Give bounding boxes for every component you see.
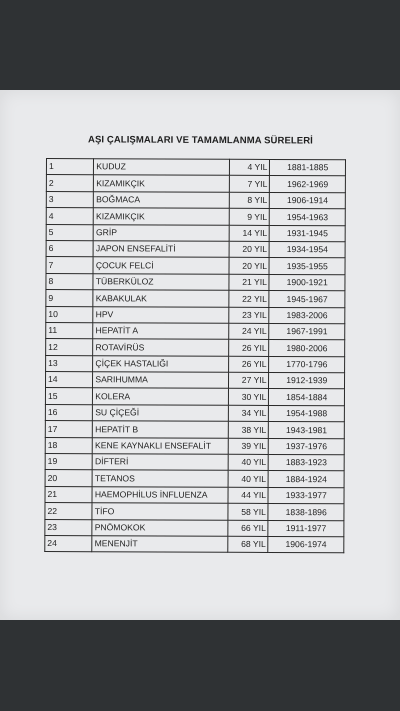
row-number: 11 — [46, 322, 93, 339]
table-row — [46, 240, 345, 258]
study-duration: 68 YIL — [228, 536, 268, 553]
document-title: AŞI ÇALIŞMALARI VE TAMAMLANMA SÜRELERİ — [87, 134, 313, 147]
study-duration: 40 YIL — [228, 454, 268, 471]
table-row — [46, 159, 345, 177]
table-row — [46, 322, 345, 340]
year-range: 1911-1977 — [268, 520, 344, 537]
year-range: 1770-1796 — [269, 356, 345, 373]
study-duration: 39 YIL — [228, 438, 268, 455]
table-row — [45, 437, 344, 455]
study-duration: 20 YIL — [229, 241, 269, 258]
row-number: 9 — [46, 290, 93, 307]
row-number: 22 — [45, 503, 92, 520]
row-number: 24 — [45, 535, 92, 552]
vaccine-table-body — [45, 159, 346, 554]
row-number: 13 — [46, 355, 93, 372]
row-number: 4 — [46, 208, 93, 225]
row-number: 18 — [45, 437, 92, 454]
year-range: 1931-1945 — [270, 225, 346, 242]
year-range: 1906-1974 — [268, 536, 344, 553]
year-range: 1945-1967 — [269, 291, 345, 308]
table-row — [46, 273, 345, 291]
year-range: 1934-1954 — [270, 241, 346, 258]
document-page — [0, 90, 400, 620]
vaccine-name: KENE KAYNAKLI ENSEFALİT — [93, 437, 229, 454]
study-duration: 58 YIL — [228, 504, 268, 521]
table-row — [45, 503, 344, 521]
study-duration: 26 YIL — [229, 356, 269, 373]
vaccine-name: ROTAVİRÜS — [93, 339, 229, 356]
year-range: 1900-1921 — [269, 274, 345, 291]
vaccine-name: GRİP — [93, 224, 229, 241]
row-number: 23 — [45, 519, 92, 536]
year-range: 1906-1914 — [270, 192, 346, 209]
study-duration: 27 YIL — [229, 372, 269, 389]
vaccine-name: MENENJİT — [92, 536, 228, 553]
study-duration: 9 YIL — [229, 208, 269, 225]
study-duration: 40 YIL — [228, 471, 268, 488]
table-row — [45, 486, 344, 504]
study-duration: 44 YIL — [228, 487, 268, 504]
vaccine-name: ÇOCUK FELCİ — [93, 257, 229, 274]
vaccine-name: KABAKULAK — [93, 290, 229, 307]
vaccine-name: KOLERA — [93, 388, 229, 405]
study-duration: 30 YIL — [229, 389, 269, 406]
vaccine-name: TÜBERKÜLOZ — [93, 273, 229, 290]
year-range: 1883-1923 — [269, 455, 345, 472]
row-number: 5 — [46, 224, 93, 241]
vaccine-name: ÇİÇEK HASTALIĞI — [93, 355, 229, 372]
table-row — [45, 388, 344, 406]
vaccine-name: JAPON ENSEFALİTİ — [93, 241, 229, 258]
year-range: 1980-2006 — [269, 340, 345, 357]
study-duration: 24 YIL — [229, 323, 269, 340]
row-number: 19 — [45, 454, 92, 471]
table-row — [45, 404, 344, 422]
table-row — [46, 306, 345, 324]
row-number: 10 — [46, 306, 93, 323]
table-row — [45, 372, 344, 390]
study-duration: 20 YIL — [229, 258, 269, 275]
year-range: 1884-1924 — [269, 471, 345, 488]
vaccine-name: HEPATİT A — [93, 323, 229, 340]
bottom-dark-area — [0, 620, 400, 711]
year-range: 1937-1976 — [269, 438, 345, 455]
vaccine-name: KUDUZ — [94, 159, 230, 176]
study-duration: 66 YIL — [228, 520, 268, 537]
table-row — [45, 519, 344, 537]
table-row — [45, 421, 344, 439]
row-number: 16 — [45, 404, 92, 421]
year-range: 1983-2006 — [269, 307, 345, 324]
row-number: 12 — [46, 339, 93, 356]
vaccine-name: SARIHUMMA — [93, 372, 229, 389]
table-row — [45, 454, 344, 472]
table-row — [45, 470, 344, 488]
table-row — [46, 175, 345, 193]
year-range: 1838-1896 — [268, 504, 344, 521]
row-number: 14 — [45, 372, 92, 389]
row-number: 2 — [46, 175, 93, 192]
vaccine-name: BOĞMACA — [94, 191, 230, 208]
study-duration: 8 YIL — [230, 192, 270, 209]
vaccine-table — [44, 158, 346, 554]
year-range: 1933-1977 — [268, 487, 344, 504]
year-range: 1954-1988 — [269, 405, 345, 422]
study-duration: 7 YIL — [230, 176, 270, 193]
year-range: 1962-1969 — [270, 176, 346, 193]
vaccine-name: DİFTERİ — [92, 454, 228, 471]
row-number: 3 — [46, 191, 93, 208]
year-range: 1967-1991 — [269, 323, 345, 340]
vaccine-name: TETANOS — [92, 470, 228, 487]
vaccine-name: HPV — [93, 306, 229, 323]
vaccine-name: HAEMOPHİLUS İNFLUENZA — [92, 487, 228, 504]
year-range: 1912-1939 — [269, 373, 345, 390]
study-duration: 23 YIL — [229, 307, 269, 324]
year-range: 1935-1955 — [269, 258, 345, 275]
vaccine-name: TİFO — [92, 503, 228, 520]
table-row — [46, 257, 345, 275]
table-row — [46, 290, 345, 308]
row-number: 6 — [46, 240, 93, 257]
vaccine-name: PNÖMOKOK — [92, 519, 228, 536]
table-row — [46, 339, 345, 357]
table-row — [46, 355, 345, 373]
vaccine-name: KIZAMIKÇIK — [94, 175, 230, 192]
year-range: 1854-1884 — [269, 389, 345, 406]
study-duration: 14 YIL — [229, 225, 269, 242]
study-duration: 21 YIL — [229, 274, 269, 291]
study-duration: 26 YIL — [229, 340, 269, 357]
study-duration: 22 YIL — [229, 290, 269, 307]
row-number: 15 — [45, 388, 92, 405]
row-number: 7 — [46, 257, 93, 274]
table-row — [45, 535, 344, 553]
row-number: 20 — [45, 470, 92, 487]
study-duration: 38 YIL — [228, 422, 268, 439]
table-row — [46, 208, 345, 226]
vaccine-name: HEPATİT B — [93, 421, 229, 438]
row-number: 17 — [45, 421, 92, 438]
study-duration: 4 YIL — [230, 159, 270, 176]
table-row — [46, 224, 345, 242]
study-duration: 34 YIL — [229, 405, 269, 422]
row-number: 21 — [45, 486, 92, 503]
year-range: 1881-1885 — [270, 159, 346, 176]
table-row — [46, 191, 345, 209]
vaccine-name: KIZAMIKÇIK — [94, 208, 230, 225]
year-range: 1943-1981 — [269, 422, 345, 439]
vaccine-name: SU ÇİÇEĞİ — [93, 405, 229, 422]
row-number: 8 — [46, 273, 93, 290]
year-range: 1954-1963 — [270, 209, 346, 226]
row-number: 1 — [46, 159, 93, 176]
